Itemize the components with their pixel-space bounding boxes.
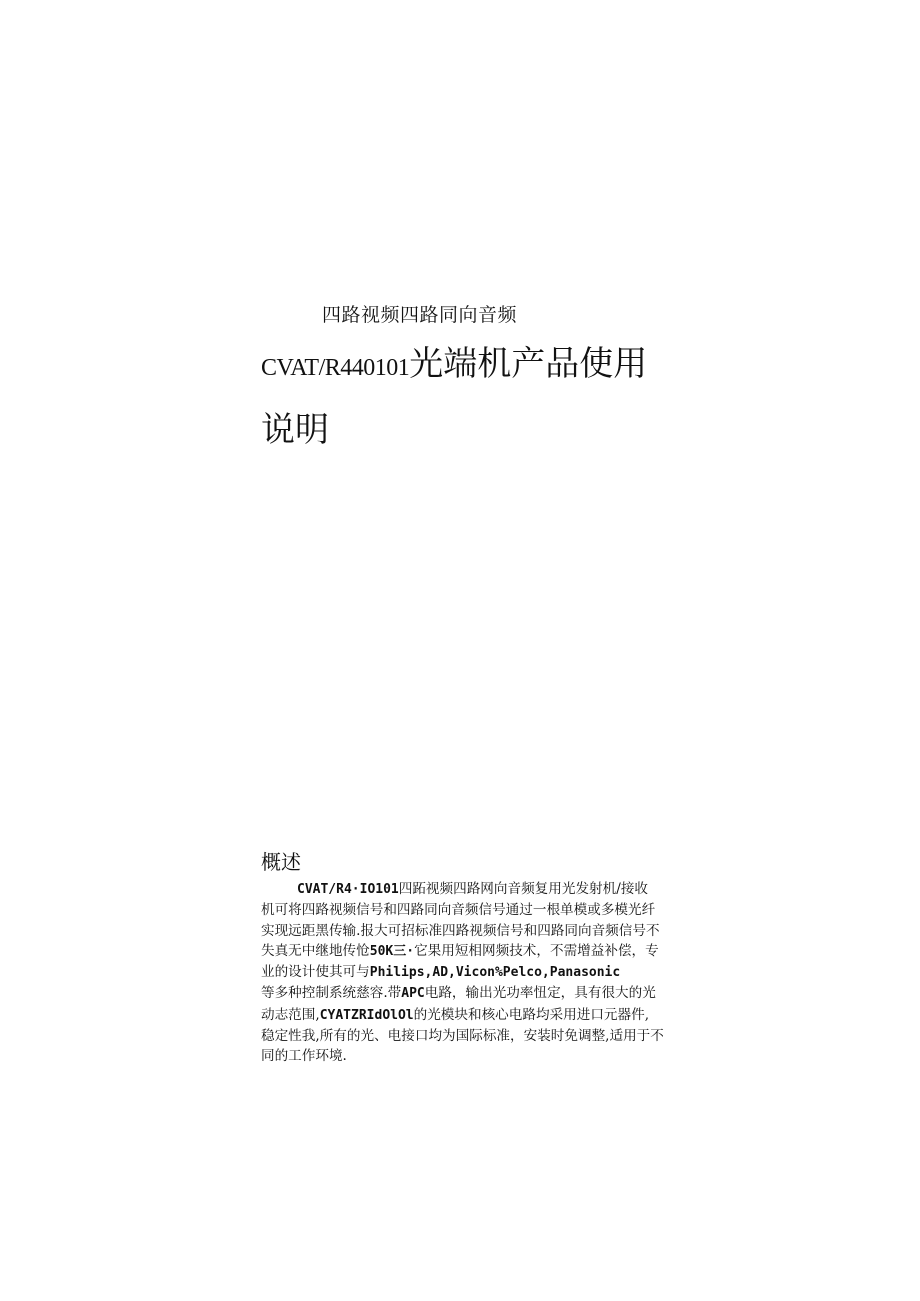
paragraph-line <box>261 941 723 962</box>
latin-term: 50K三· <box>369 943 415 959</box>
text-segment: 同的工作环境. <box>261 1048 347 1065</box>
text-segment: 带 <box>387 985 402 1002</box>
text-segment: 失真无中继地传怆 <box>261 942 370 959</box>
document-subtitle: 四路视频四路同向音频 <box>322 304 518 326</box>
paragraph-line <box>261 900 723 920</box>
paragraph-line <box>261 1026 723 1046</box>
text-segment: 电路，输出光功率忸定，具有很大的光 <box>424 985 656 1002</box>
overview-paragraph <box>261 879 723 1067</box>
latin-term: APC <box>401 986 425 1002</box>
latin-term: CYATZRIdOlOl <box>319 1007 414 1023</box>
latin-term: CVAT/R4·IO101 <box>297 882 399 897</box>
paragraph-line <box>261 1046 723 1066</box>
title-model-number: CVAT/R440101 <box>261 355 410 381</box>
section-heading-overview: 概述 <box>261 850 301 874</box>
title-text: 光端机产品使用 <box>409 344 648 384</box>
paragraph-line <box>261 983 723 1004</box>
document-title-continued: 说明 <box>261 410 329 450</box>
paragraph-line <box>261 921 723 941</box>
document-title <box>261 342 647 390</box>
paragraph-line <box>261 879 723 900</box>
paragraph-line <box>261 1005 723 1026</box>
text-segment: 业的设计使其可与 <box>261 964 370 981</box>
text-segment: 动志范围, <box>261 1006 320 1023</box>
text-segment: 的光模块和核心电路均采用进口元器件, <box>413 1006 650 1023</box>
text-segment: 它果用短相网频技术，不需增益补偿，专 <box>414 942 659 959</box>
text-segment: 稳定性我,所有的光、电接口均为国际标准，安装时免调整,适用于不 <box>261 1028 664 1045</box>
text-segment: 等多种控制系统慈容. <box>261 985 388 1002</box>
text-segment: 机可将四路视频信号和四路同向音频信号通过一根单模或多模光纤 <box>261 902 656 919</box>
text-segment: 实现远距黑传输.报大可招标准四路视频信号和四路同向音频信号不 <box>261 922 660 939</box>
latin-term: Philips,AD,Vicon%Pelco,Panasonic <box>369 965 621 981</box>
paragraph-line <box>261 962 723 983</box>
text-segment: 四跖视频四路网向音频复用光发射机/接收 <box>398 881 649 897</box>
